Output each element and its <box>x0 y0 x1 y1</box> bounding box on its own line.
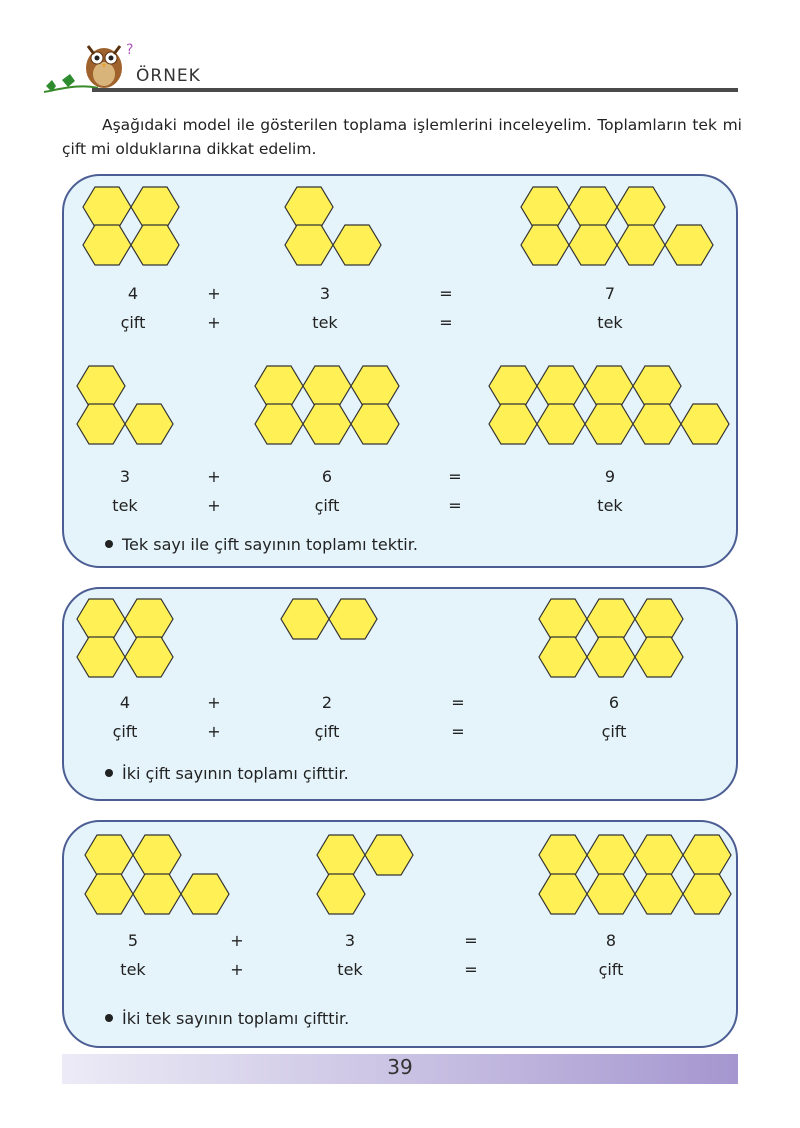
hexagon-model-5 <box>85 835 229 914</box>
equals-sign: = <box>439 284 453 303</box>
addend-2: 2 <box>321 693 333 712</box>
addend-2-type: çift <box>314 496 340 515</box>
hexagon-model-3b <box>77 366 173 444</box>
hexagon-model-4 <box>83 187 179 265</box>
panel-3-hexagon-models <box>0 820 800 930</box>
addend-2-type: tek <box>337 960 363 979</box>
hexagon-model-8 <box>539 835 731 914</box>
sum-type: çift <box>598 960 624 979</box>
intro-text: Aşağıdaki model ile gösterilen toplama işlemlerini inceleyelim. Toplamların tek mi çift mi olduklarına dikkat edelim. <box>62 116 742 158</box>
plus-sign: + <box>207 467 221 486</box>
section-title: ÖRNEK <box>136 66 201 86</box>
sum-type: çift <box>601 722 627 741</box>
plus-sign: + <box>207 313 221 332</box>
hexagon-model-9 <box>489 366 729 444</box>
plus-sign: + <box>207 496 221 515</box>
hexagon-model-2 <box>281 599 377 639</box>
addend-1-type: tek <box>112 496 138 515</box>
addend-1-type: çift <box>112 722 138 741</box>
bullet-icon <box>105 540 113 548</box>
equals-sign: = <box>464 931 478 950</box>
plus-sign: + <box>207 722 221 741</box>
hexagon-model-7 <box>521 187 713 265</box>
hexagon-model-6 <box>255 366 399 444</box>
sum-type: tek <box>597 313 623 332</box>
hexagon-model-4 <box>77 599 173 677</box>
equals-sign: = <box>448 467 462 486</box>
addend-1: 4 <box>119 693 131 712</box>
sum-type: tek <box>597 496 623 515</box>
plus-sign: + <box>230 960 244 979</box>
addend-1-type: çift <box>120 313 146 332</box>
addend-2: 3 <box>344 931 356 950</box>
panel-2-hexagon-models <box>0 580 800 700</box>
page-number: 39 <box>387 1055 413 1079</box>
addend-2-type: tek <box>312 313 338 332</box>
addend-1: 5 <box>127 931 139 950</box>
equals-sign: = <box>439 313 453 332</box>
addend-1: 4 <box>127 284 139 303</box>
rule-2-text: İki çift sayının toplamı çifttir. <box>122 764 349 783</box>
addend-1-type: tek <box>120 960 146 979</box>
rule-1 <box>105 535 418 554</box>
equals-sign: = <box>451 722 465 741</box>
rule-3-text: İki tek sayının toplamı çifttir. <box>122 1009 350 1028</box>
addend-2: 6 <box>321 467 333 486</box>
addend-2: 3 <box>319 284 331 303</box>
rule-1-text: Tek sayı ile çift sayının toplamı tektir. <box>122 535 418 554</box>
sum: 9 <box>604 467 616 486</box>
hexagon-model-3 <box>285 187 381 265</box>
bullet-icon <box>105 769 113 777</box>
equals-sign: = <box>448 496 462 515</box>
addend-1: 3 <box>119 467 131 486</box>
svg-text:?: ? <box>126 42 134 58</box>
plus-sign: + <box>230 931 244 950</box>
rule-3 <box>105 1009 349 1028</box>
hexagon-model-3 <box>317 835 413 914</box>
equals-sign: = <box>464 960 478 979</box>
plus-sign: + <box>207 693 221 712</box>
addend-2-type: çift <box>314 722 340 741</box>
sum: 7 <box>604 284 616 303</box>
hexagon-model-6 <box>539 599 683 677</box>
rule-2 <box>105 764 349 783</box>
bullet-icon <box>105 1014 113 1022</box>
sum: 6 <box>608 693 620 712</box>
equals-sign: = <box>451 693 465 712</box>
sum: 8 <box>605 931 617 950</box>
plus-sign: + <box>207 284 221 303</box>
